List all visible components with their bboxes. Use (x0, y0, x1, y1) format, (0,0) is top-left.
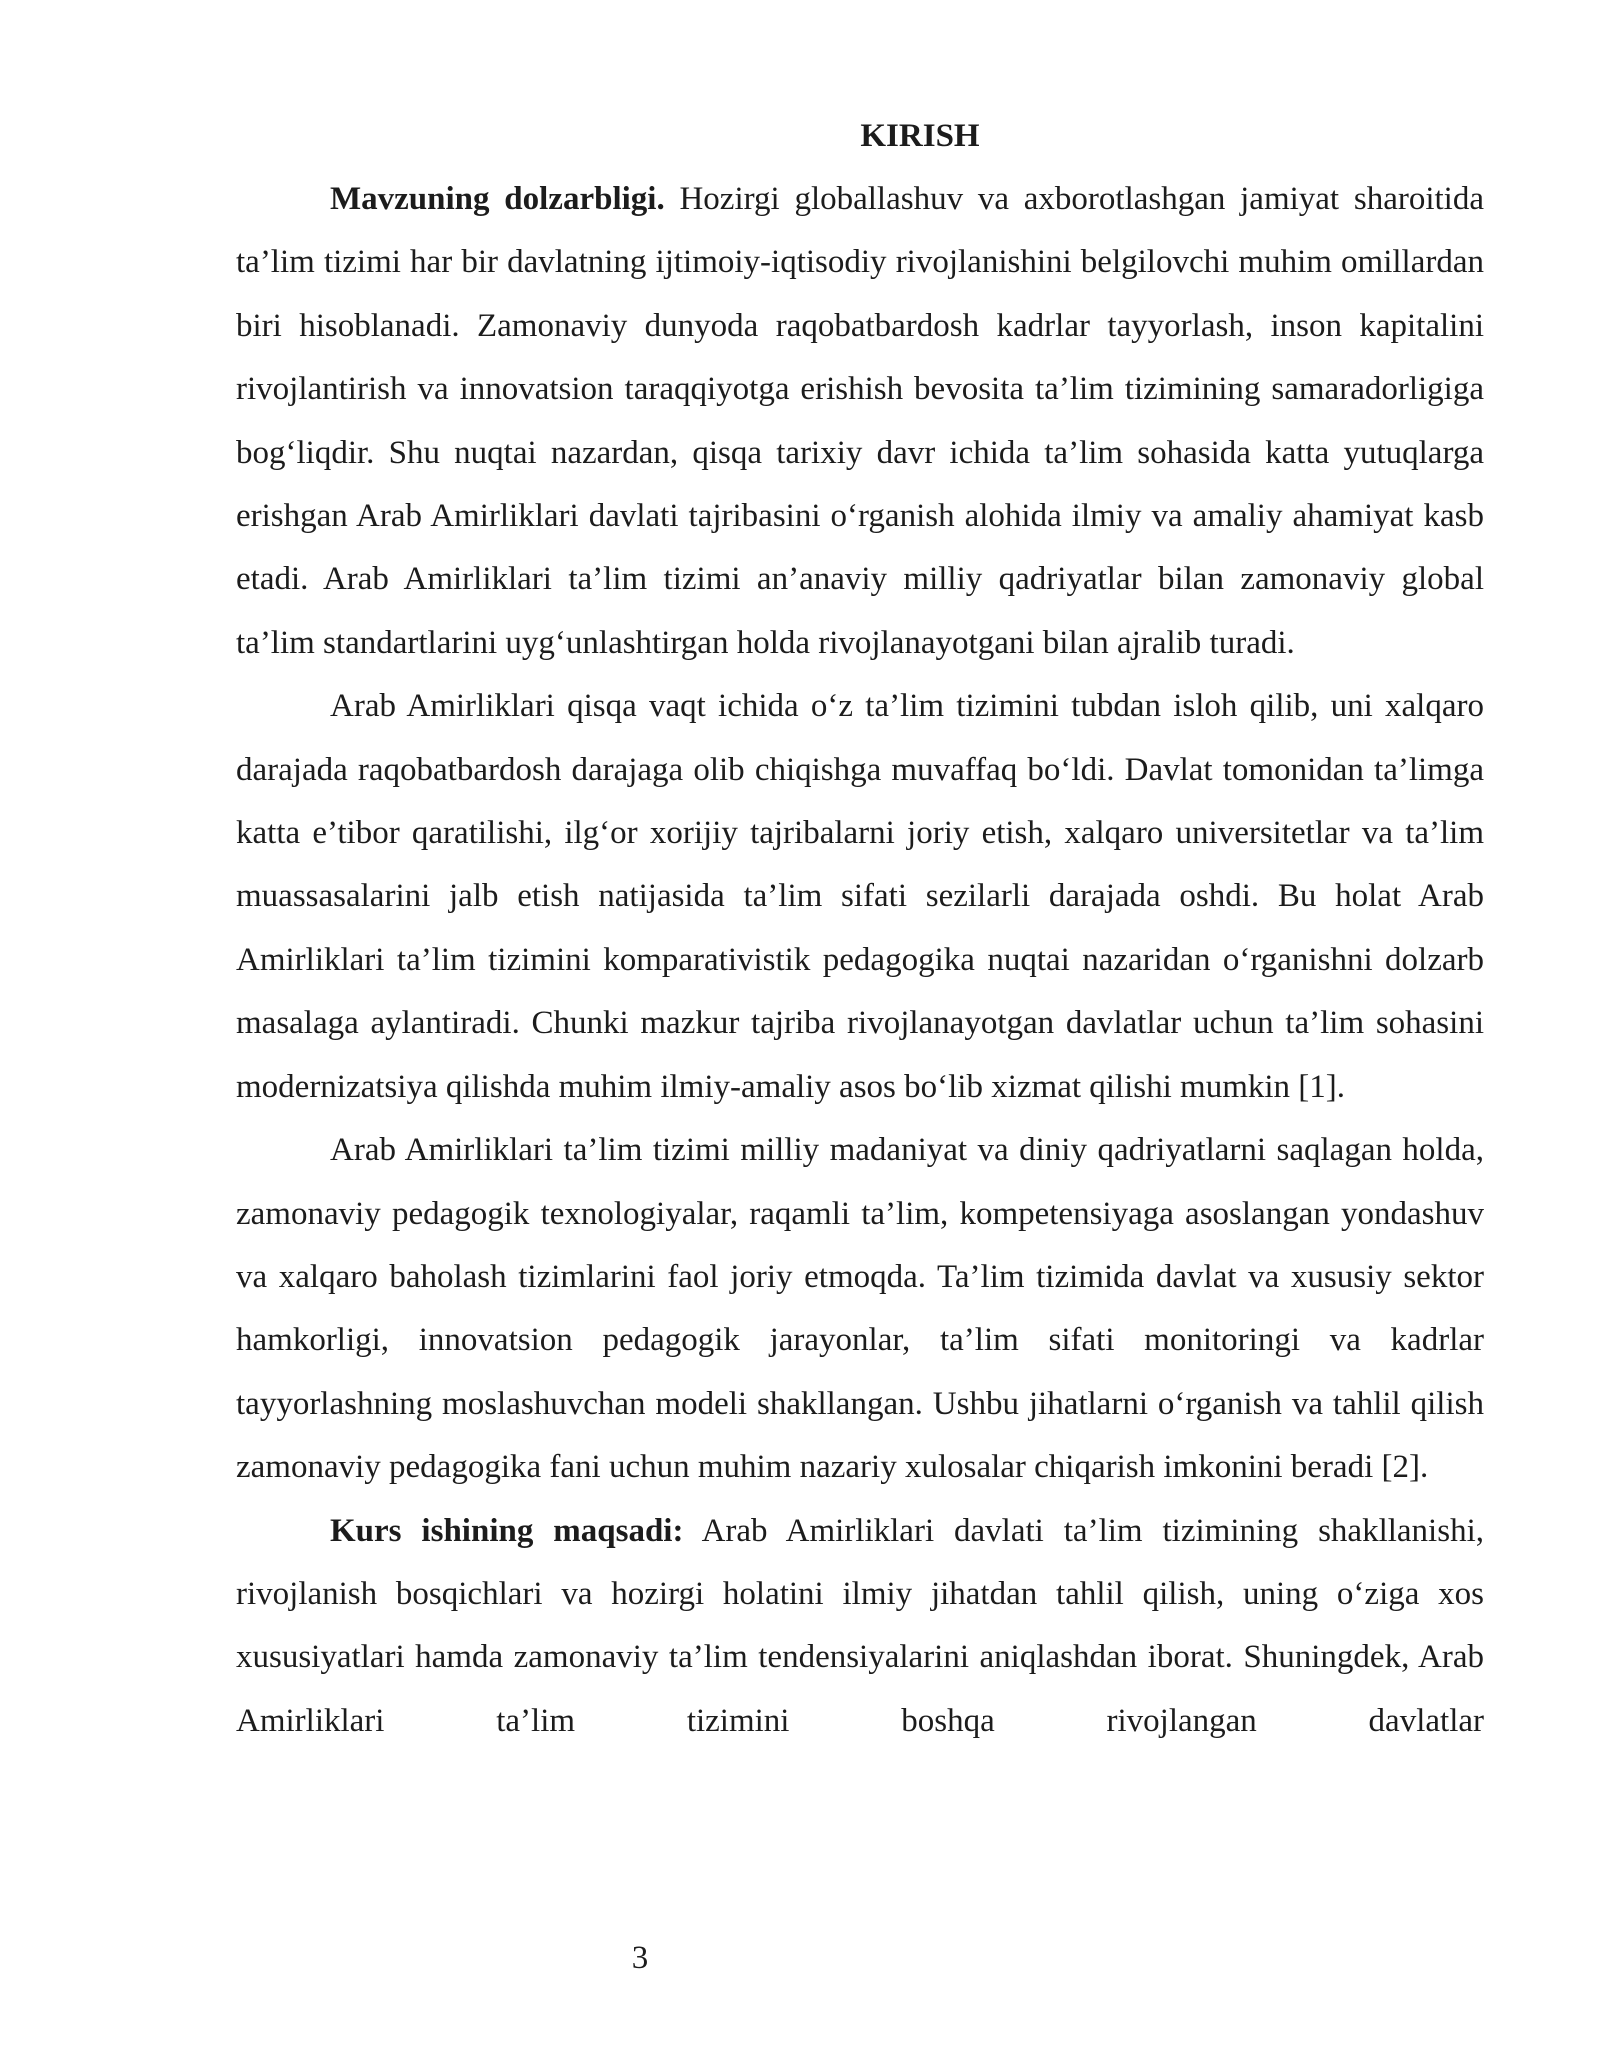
paragraph-text: Arab Amirliklari ta’lim tizimi milliy madaniyat va diniy qadriyatlarni saqlagan holda, zamonaviy pedagogik texnologiyalar, raqamli ta’lim, kompetensiyaga asoslangan yondashuv va xalqaro baholash tizimlarini faol joriy etmoqda. Ta’lim tizimida davlat va xususiy sektor hamkorligi, innovatsion pedagogik jarayonlar, ta’lim sifati monitoringi va kadrlar tayyorlashning moslashuvchan modeli shakllangan. Ushbu jihatlarni o‘rganish va tahlil qilish zamonaviy pedagogika fani uchun muhim nazariy xulosalar chiqarish imkonini beradi [2]. (236, 1132, 1484, 1486)
paragraph-lead: Kurs ishining maqsadi: (330, 1512, 684, 1549)
page-number: 3 (631, 1940, 649, 1976)
paragraph-relevance (236, 168, 1484, 675)
paragraph-reforms (236, 675, 1484, 1119)
paragraph-values (236, 1119, 1484, 1499)
paragraph-text: Hozirgi globallashuv va axborotlashgan jamiyat sharoitida ta’lim tizimi har bir davlatning ijtimoiy-iqtisodiy rivojlanishini belgilovchi muhim omillardan biri hisoblanadi. Zamonaviy dunyoda raqobatbardosh kadrlar tayyorlash, inson kapitalini rivojlantirish va innovatsion taraqqiyotga erishish bevosita ta’lim tizimining samaradorligiga bog‘liqdir. Shu nuqtai nazardan, qisqa tarixiy davr ichida ta’lim sohasida katta yutuqlarga erishgan Arab Amirliklari davlati tajribasini o‘rganish alohida ilmiy va amaliy ahamiyat kasb etadi. Arab Amirliklari ta’lim tizimi an’anaviy milliy qadriyatlar bilan zamonaviy global ta’lim standartlarini uyg‘unlashtirgan holda rivojlanayotgani bilan ajralib turadi. (236, 181, 1484, 661)
paragraph-lead: Mavzuning dolzarbligi. (330, 181, 665, 217)
section-title: KIRISH (860, 118, 980, 154)
document-body (236, 105, 1484, 1753)
paragraph-text: Arab Amirliklari qisqa vaqt ichida o‘z ta’lim tizimini tubdan isloh qilib, uni xalqaro darajada raqobatbardosh darajaga olib chiqishga muvaffaq bo‘ldi. Davlat tomonidan ta’limga katta e’tibor qaratilishi, ilg‘or xorijiy tajribalarni joriy etish, xalqaro universitetlar va ta’lim muassasalarini jalb etish natijasida ta’lim sifati sezilarli darajada oshdi. Bu holat Arab Amirliklari ta’lim tizimini komparativistik pedagogika nuqtai nazaridan o‘rganishni dolzarb masalaga aylantiradi. Chunki mazkur tajriba rivojlanayotgan davlatlar uchun ta’lim sohasini modernizatsiya qilishda muhim ilmiy-amaliy asos bo‘lib xizmat qilishi mumkin [1]. (236, 688, 1484, 1105)
paragraph-text: Arab Amirliklari davlati ta’lim tizimining shakllanishi, rivojlanish bosqichlari va hozirgi holatini ilmiy jihatdan tahlil qilish, uning o‘ziga xos xususiyatlari hamda zamonaviy ta’lim tendensiyalarini aniqlashdan iborat. Shuningdek, Arab Amirliklari ta’lim tizimini boshqa rivojlangan davlatlar (236, 1512, 1484, 1739)
paragraph-goal (236, 1500, 1484, 1754)
